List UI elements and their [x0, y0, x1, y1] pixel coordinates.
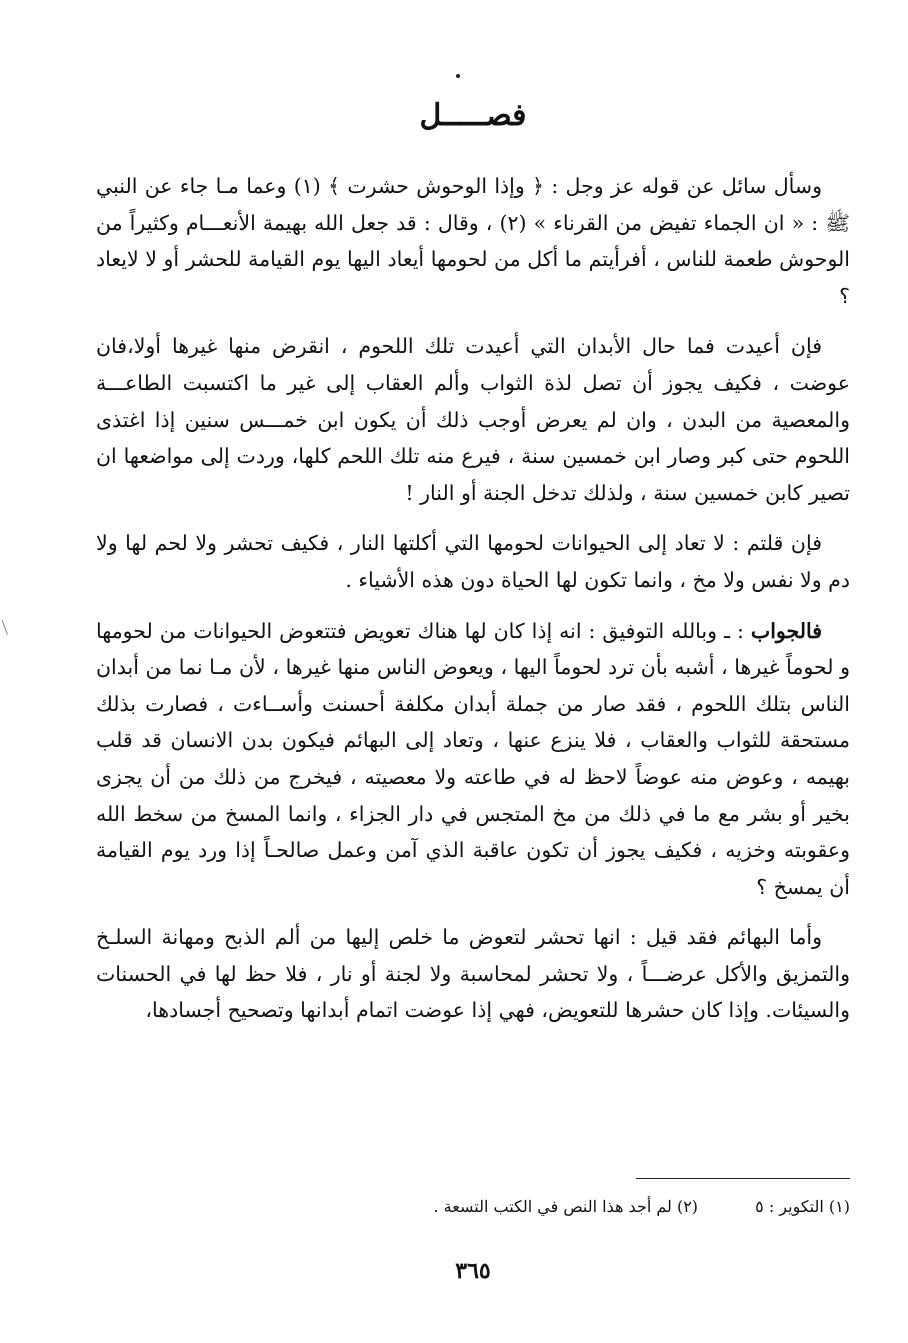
- body-text: [96, 168, 850, 1043]
- paragraph-2: [96, 328, 850, 511]
- paragraph-4: [96, 613, 850, 906]
- paragraph-1-text: وسأل سائل عن قوله عز وجل : ﴿ وإذا الوحوش حشرت ﴾ (١) وعما مـا جاء عن النبي ﷺ : « ان الجماء تفيض من القرناء » (٢) ، وقال : قد جعل الله بهيمة الأنعـــام وكثيراً من الوحوش طعمة للناس ، أفرأيتم ما أكل من لحومها أيعاد اليها يوم القيامة للحشر أو لا لايعاد ؟: [96, 174, 850, 308]
- footnote-divider: [636, 1178, 850, 1179]
- paragraph-3-text: فإن قلتم : لا تعاد إلى الحيوانات لحومها التي أكلتها النار ، فكيف تحشر ولا لحم لها ولا دم ولا نفس ولا مخ ، وانما تكون لها الحياة دون هذه الأشياء .: [96, 531, 850, 592]
- paragraph-4-lead: فالجواب: [750, 618, 822, 643]
- paragraph-2-text: فإن أعيدت فما حال الأبدان التي أعيدت تلك اللحوم ، انقرض منها غيرها أولا،فان عوضت ، فكيف يجوز أن تصل لذة الثواب وألم العقاب إلى غير ما اكتسبت الطاعـــة والمعصية من البدن ، وان لم يعرض أوجب ذلك أن يكون ابن خمـــس سنين إذا اغتذى اللحوم حتى كبر وصار ابن خمسين سنة ، فيرع منه تلك اللحم كلها، وردت إلى مواضعها ان تصير كابن خمسين سنة ، ولذلك تدخل الجنة أو النار !: [96, 334, 850, 505]
- section-title: [96, 98, 850, 133]
- paragraph-3: [96, 525, 850, 598]
- section-title-text: فصـــــل: [419, 98, 527, 133]
- paragraph-5: [96, 919, 850, 1029]
- paragraph-5-text: وأما البهائم فقد قيل : انها تحشر لتعوض ما خلص إليها من ألم الذبح ومهانة السلـخ والتمزيق والأكل عرضـــاً ، ولا تحشر لمحاسبة ولا لجنة أو نار ، فلا حظ لها في الحسنات والسيئات. وإذا كان حشرها للتعويض، فهي إذا عوضت اتمام أبدانها وتصحيح أجسادها،: [96, 925, 850, 1023]
- paragraph-4-text: : ـ وبالله التوفيق : انه إذا كان لها هناك تعويض فتتعوض الحيوانات من لحومها و لحوماً غيرها ، أشبه بأن ترد لحوماً اليها ، ويعوض الناس منها غيرها ، لأن مـا نما من أبدان الناس بتلك اللحوم ، فقد صار من جملة أبدان مكلفة أحسنت وأســاءت ، فصارت بذلك مستحقة للثواب والعقاب ، فلا ينزع عنها ، وتعاد إلى البهائم فيكون بدن الانسان قد قلب بهيمه ، وعوض منه عوضاً لاحظ له في طاعته ولا معصيته ، فيخرج من ذلك من أن يجزى بخير أو بشر مع ما في ذلك من مخ المتجس في دار الجزاء ، وانما المسخ من سخط الله وعقوبته وخزيه ، فكيف يجوز أن تكون عاقبة الذي آمن وعمل صالحـاً إذا ورد يوم القيامة أن يمسخ ؟: [96, 618, 850, 899]
- paragraph-1: [96, 168, 850, 314]
- page-number: ٣٦٥: [455, 1258, 491, 1284]
- footnote-1: (١) التكوير : ٥: [755, 1197, 850, 1216]
- ornament-dot: [456, 74, 460, 78]
- book-page: [96, 60, 850, 1320]
- footnotes: [96, 1194, 850, 1220]
- footnote-2: (٢) لم أجد هذا النص في الكتب التسعة .: [433, 1197, 699, 1216]
- margin-mark: [2, 617, 15, 635]
